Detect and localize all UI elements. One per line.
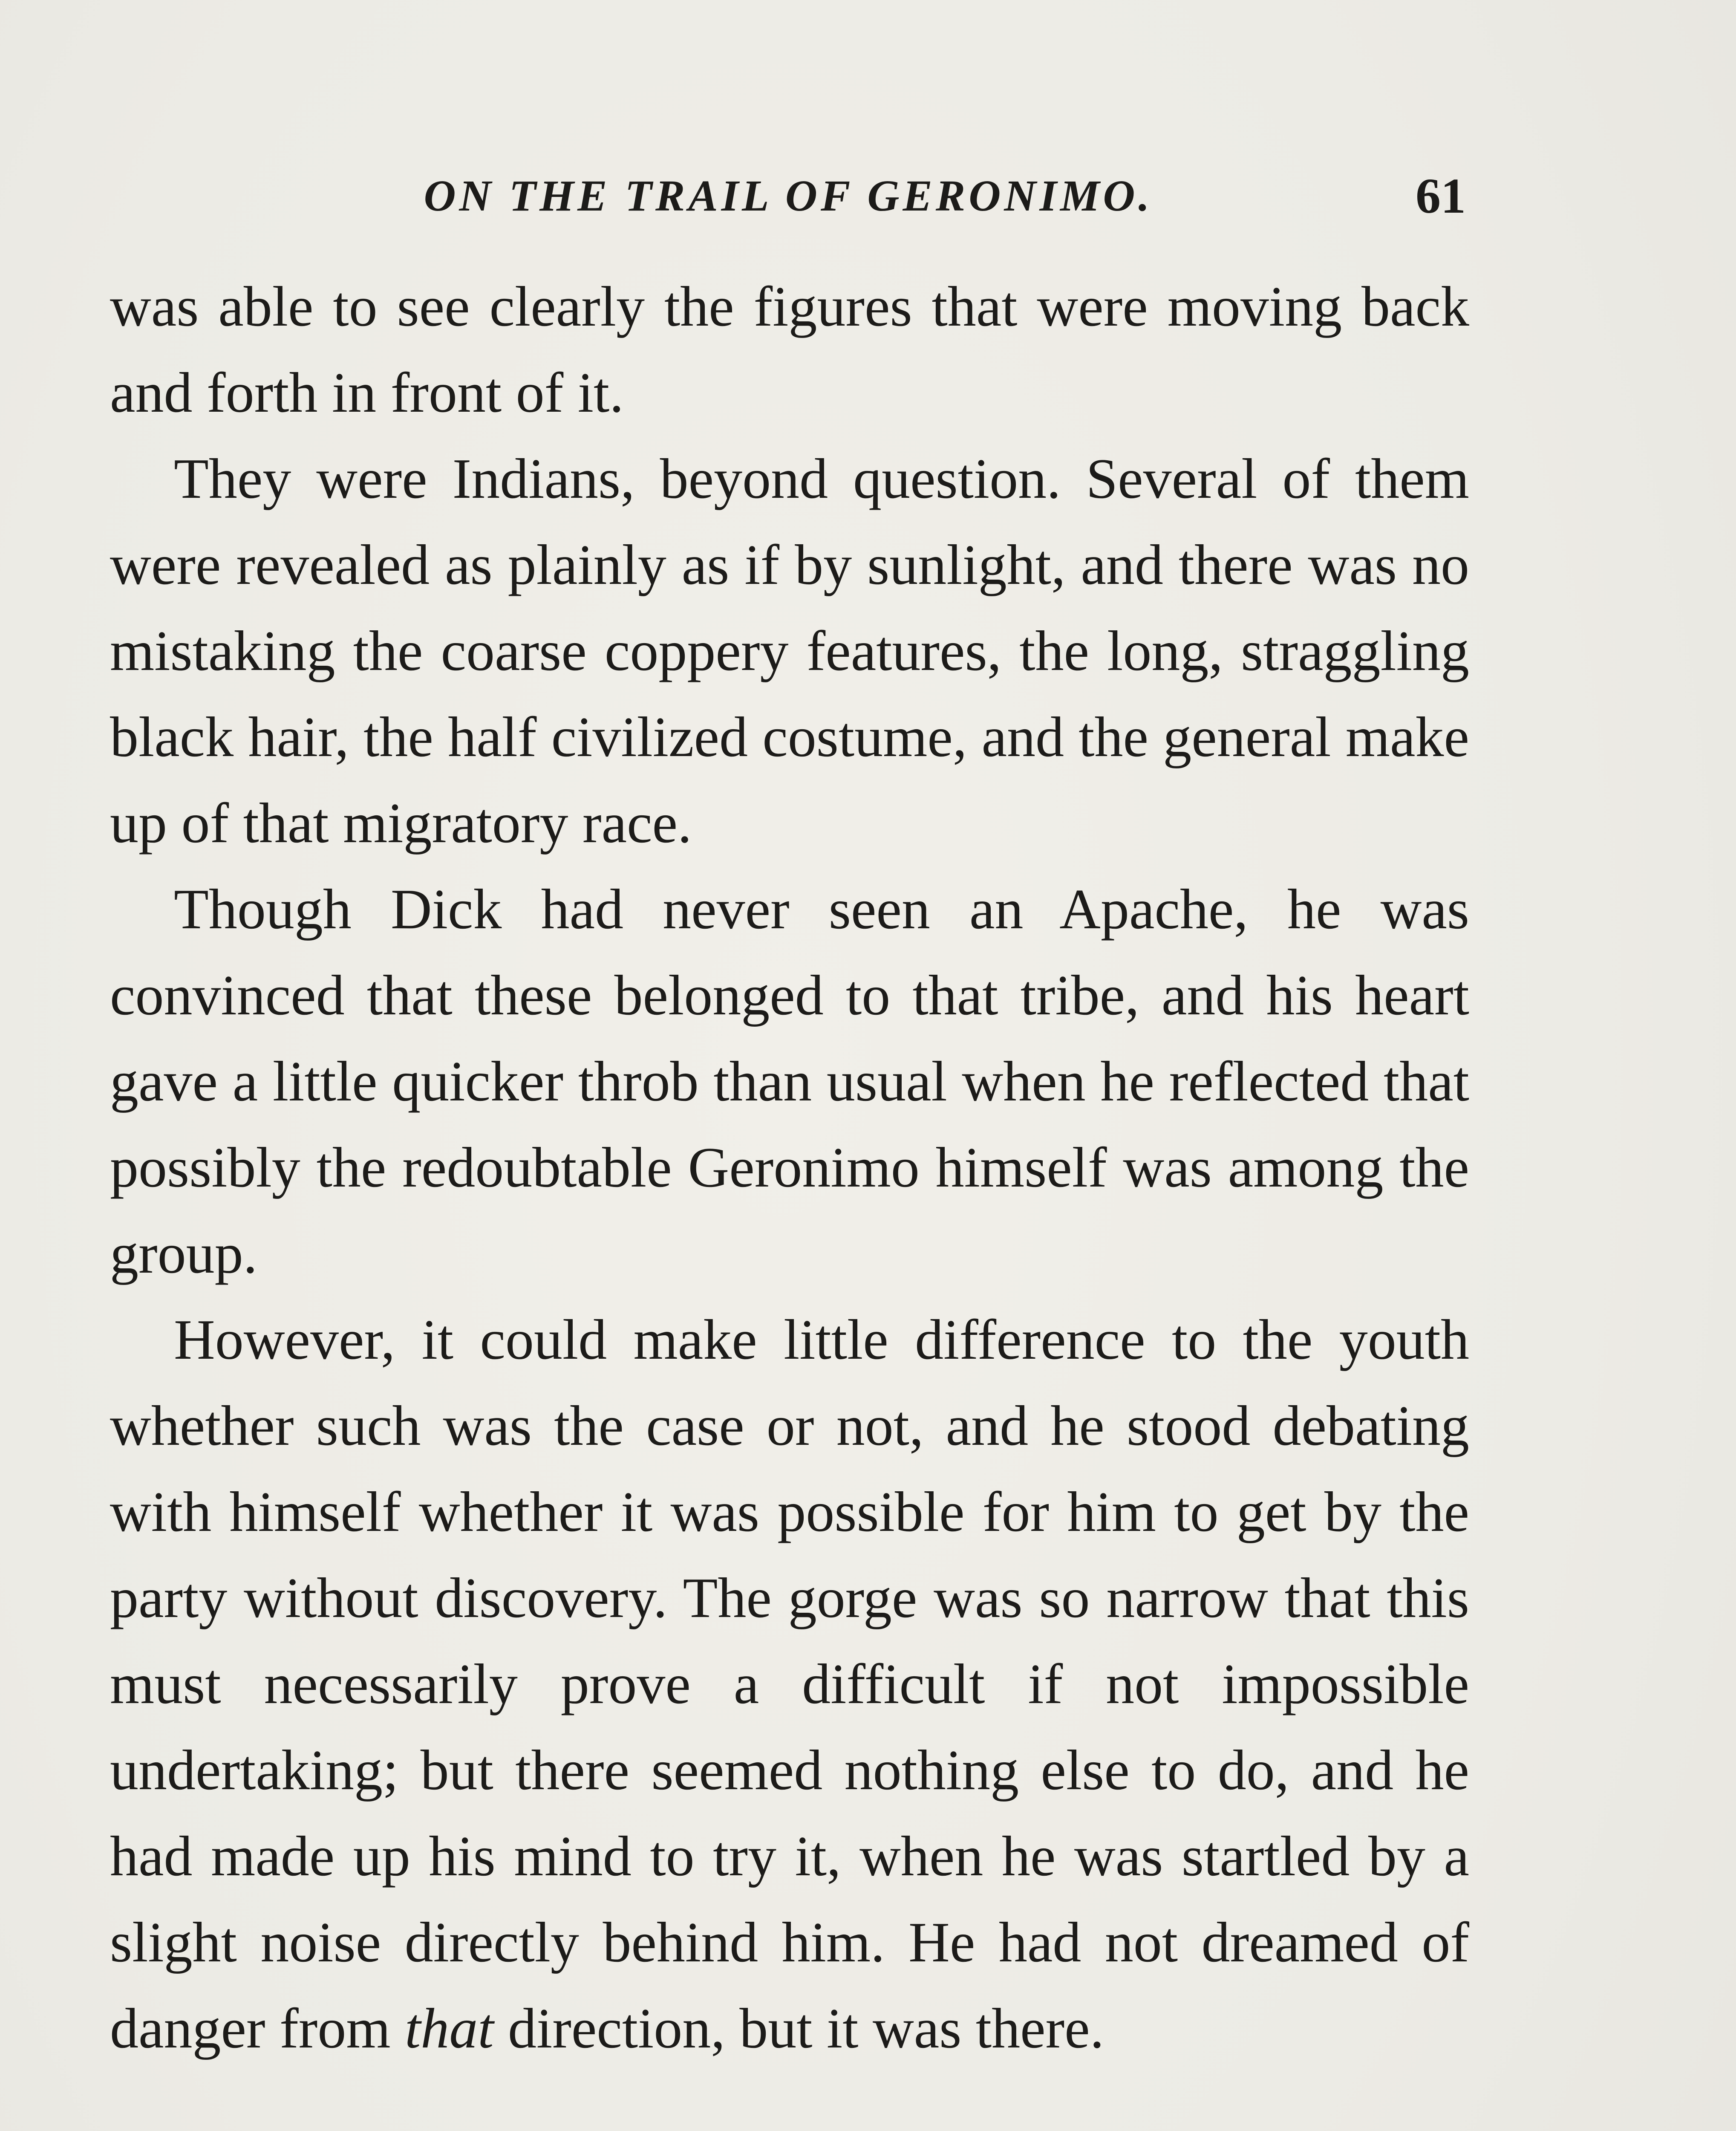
body-text bbox=[110, 263, 1469, 2071]
paragraph-2: They were Indians, beyond question. Several of them were revealed as plainly as if by sunlight, and there was no mistaking the coarse coppery features, the long, straggling black hair, the half civilized costume, and the general make up of that migratory race. bbox=[110, 447, 1469, 855]
running-head: ON THE TRAIL OF GERONIMO. bbox=[424, 171, 1153, 220]
paragraph-1: was able to see clearly the figures that were moving back and forth in front of it. bbox=[110, 275, 1469, 424]
page-header bbox=[111, 164, 1466, 228]
paragraph-4-text-before: However, it could make little difference to the youth whether such was the case or not, and he stood debating with himself whether it was possible for him to get by the party without discovery. The gorge was so narrow that this must necessarily prove a difficult if not impossible undertaking; but there seemed nothing else to do, and he had made up his mind to try it, when he was startled by a slight noise directly behind him. He had not dreamed of danger from bbox=[110, 1308, 1469, 2060]
paragraph-4-text-after: direction, but it was there. bbox=[493, 1997, 1104, 2060]
paragraph-4-emphasis: that bbox=[405, 1997, 494, 2060]
paragraph-4 bbox=[110, 1297, 1469, 2071]
page-number: 61 bbox=[1416, 168, 1466, 224]
paragraph-3: Though Dick had never seen an Apache, he was convinced that these belonged to that tribe, and his heart gave a little quicker throb than usual when he reflected that possibly the redoubtable Geronimo himself was among the group. bbox=[110, 878, 1469, 1285]
